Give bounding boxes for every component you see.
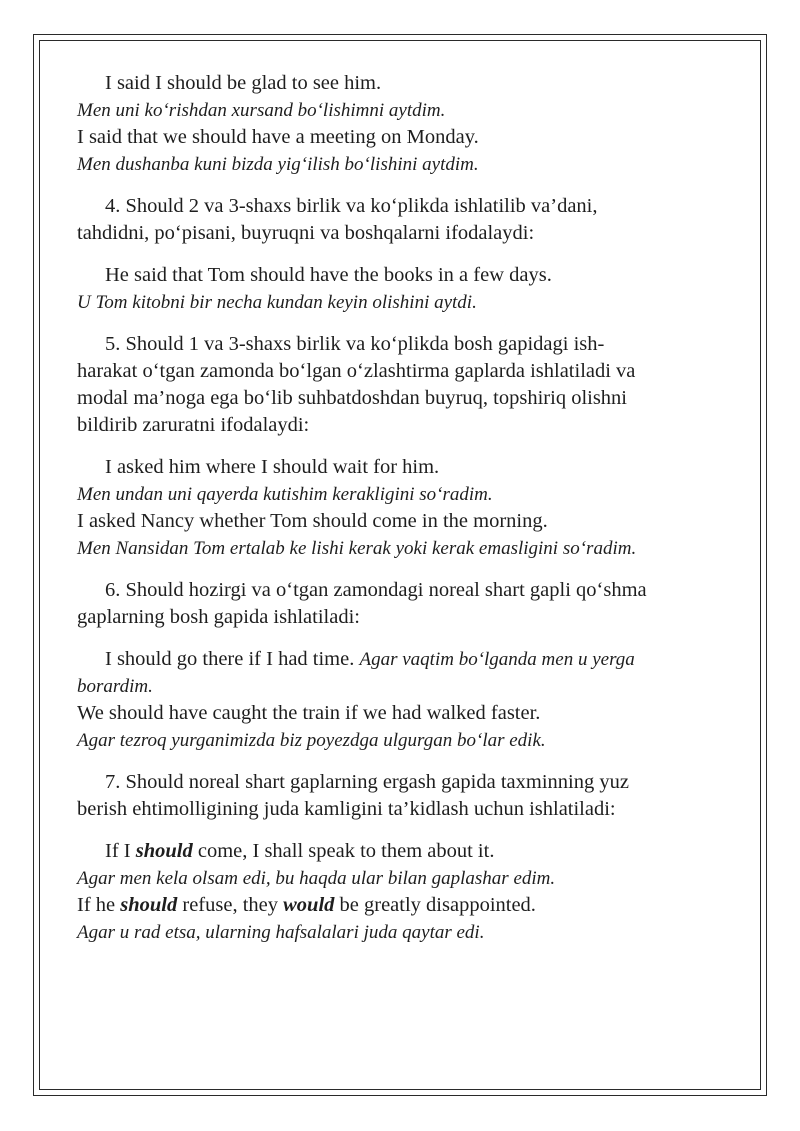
rule-5-line: 5. Should 1 va 3-shaxs birlik va ko‘plikda bosh gapidagi ish- — [105, 333, 605, 355]
rule-4-line: 4. Should 2 va 3-shaxs birlik va ko‘plikda ishlatilib va’dani, — [105, 195, 598, 217]
example-translation: Agar u rad etsa, ularning hafsalalari juda qaytar edi. — [77, 922, 485, 943]
example-text: refuse, they — [177, 894, 284, 916]
example-english — [77, 838, 737, 865]
example-translation: borardim. — [77, 676, 153, 697]
rule-6-line: 6. Should hozirgi va o‘tgan zamondagi noreal shart gapli qo‘shma — [105, 579, 647, 601]
example-translation-inline: Agar vaqtim bo‘lganda men u yerga — [359, 649, 635, 670]
rule-6-line: gaplarning bosh gapida ishlatiladi: — [77, 606, 360, 628]
example-english: We should have caught the train if we had walked faster. — [77, 702, 541, 724]
example-text: come, I shall speak to them about it. — [192, 840, 495, 862]
example-text: If I — [105, 840, 136, 862]
example-text: be greatly disappointed. — [334, 894, 536, 916]
rule-4-line: tahdidni, po‘pisani, buyruqni va boshqalarni ifodalaydi: — [77, 222, 535, 244]
example-translation: Men Nansidan Tom ertalab ke lishi kerak yoki kerak emasligini so‘radim. — [77, 538, 637, 559]
example-text: If he — [77, 894, 121, 916]
example-english: I asked Nancy whether Tom should come in the morning. — [77, 510, 548, 532]
rule-7-line: 7. Should noreal shart gaplarning ergash gapida taxminning yuz — [105, 771, 629, 793]
emphasis-would: would — [283, 894, 335, 916]
example-translation: Agar tezroq yurganimizda biz poyezdga ulgurgan bo‘lar edik. — [77, 730, 546, 751]
example-english: I said that we should have a meeting on Monday. — [77, 126, 479, 148]
example-translation: Men undan uni qayerda kutishim kerakligini so‘radim. — [77, 484, 493, 505]
example-translation: Men uni ko‘rishdan xursand bo‘lishimni aytdim. — [77, 100, 446, 121]
example-english — [77, 892, 737, 919]
example-english: He said that Tom should have the books in a few days. — [105, 264, 552, 286]
emphasis-should: should — [135, 840, 193, 862]
example-english: I asked him where I should wait for him. — [105, 456, 440, 478]
rule-5-line: harakat o‘tgan zamonda bo‘lgan o‘zlashtirma gaplarda ishlatiladi va — [77, 360, 636, 382]
example-translation: Men dushanba kuni bizda yig‘ilish bo‘lishini aytdim. — [77, 154, 479, 175]
example-translation: U Tom kitobni bir necha kundan keyin olishini aytdi. — [77, 292, 477, 313]
rule-5-line: modal ma’noga ega bo‘lib suhbatdoshdan buyruq, topshiriq olishni — [77, 387, 628, 409]
example-english-text: I should go there if I had time. — [105, 648, 355, 670]
rule-5-line: bildirib zaruratni ifodalaydi: — [77, 414, 310, 436]
emphasis-should: should — [120, 894, 178, 916]
example-english — [77, 646, 737, 673]
page-content — [77, 70, 737, 946]
example-english: I said I should be glad to see him. — [105, 72, 382, 94]
example-translation: Agar men kela olsam edi, bu haqda ular bilan gaplashar edim. — [77, 868, 556, 889]
rule-7-line: berish ehtimolligining juda kamligini ta’kidlash uchun ishlatiladi: — [77, 798, 616, 820]
